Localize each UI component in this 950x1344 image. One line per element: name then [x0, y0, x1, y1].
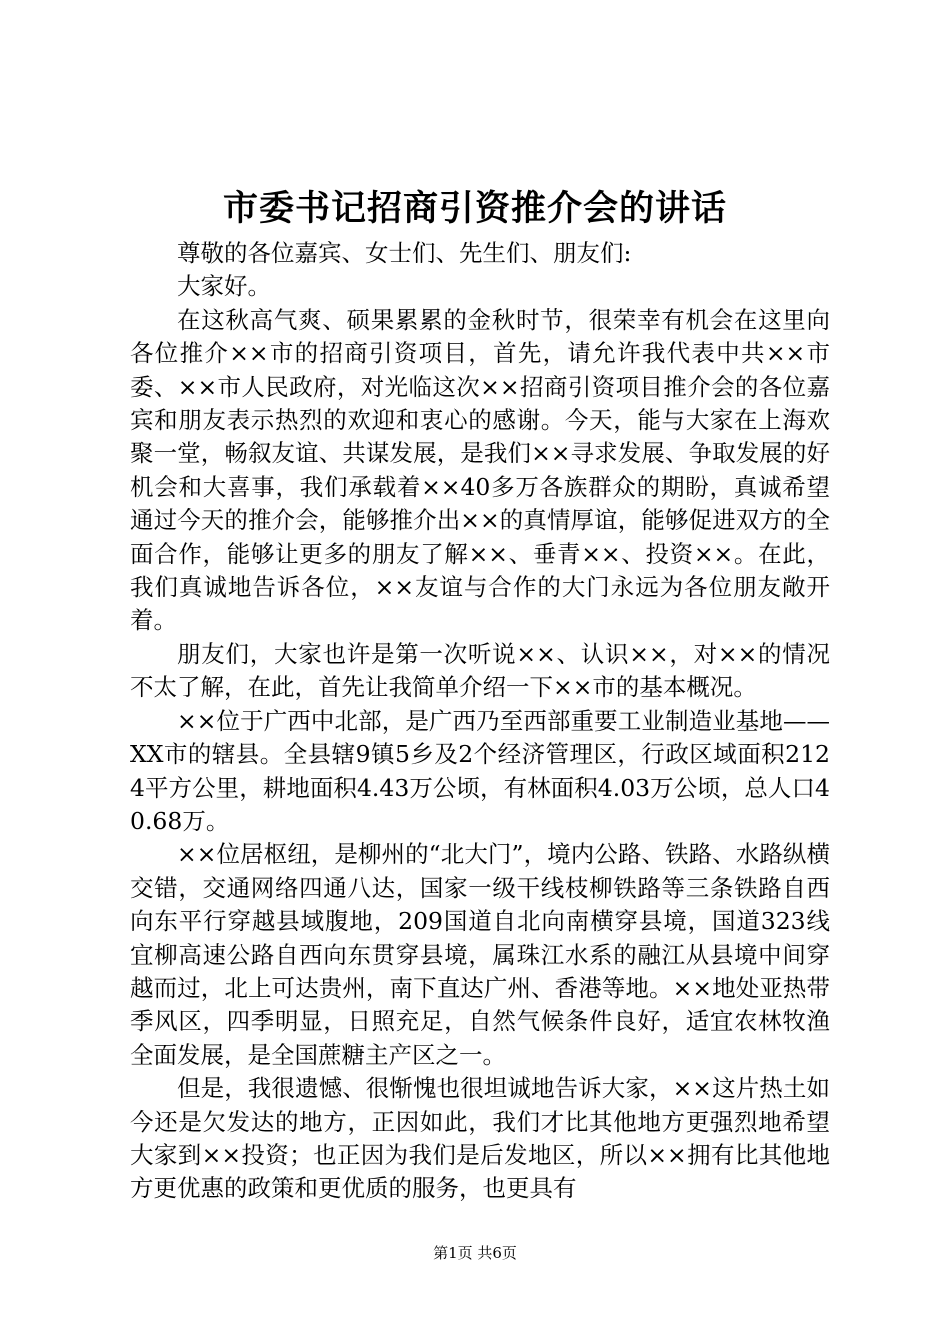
paragraph-transport: ××位居枢纽，是柳州的“北大门”，境内公路、铁路、水路纵横交错，交通网络四通八达，国家一级干线枝柳铁路等三条铁路自西向东平行穿越县域腹地，209国道自北向南横穿县境，国道323线宜柳高速公路自西向东贯穿县境，属珠江水系的融江从县境中间穿越而过，北上可达贵州，南下直达广州、香港等地。××地处亚热带季风区，四季明显，日照充足，自然气候条件良好，适宜农林牧渔全面发展，是全国蔗糖主产区之一。	[130, 840, 830, 1069]
document-title: 市委书记招商引资推介会的讲话	[222, 188, 727, 229]
paragraph-overview: ××位于广西中北部，是广西乃至西部重要工业制造业基地——XX市的辖县。全县辖9镇5乡及2个经济管理区，行政区域面积2124平方公里，耕地面积4.43万公顷，有林面积4.03万公顷，总人口40.68万。	[130, 706, 830, 835]
greeting: 大家好。	[177, 272, 271, 301]
document-body	[130, 237, 830, 1206]
paragraph-investment: 但是，我很遗憾、很惭愧也很坦诚地告诉大家，××这片热土如今还是欠发达的地方，正因如此，我们才比其他地方更强烈地希望大家到××投资；也正因为我们是后发地区，所以××拥有比其他地方更优惠的政策和更优质的服务，也更具有	[130, 1074, 830, 1203]
page-number-footer: 第1页 共6页	[433, 1244, 517, 1262]
paragraph-introduction: 朋友们，大家也许是第一次听说××、认识××，对××的情况不太了解，在此，首先让我简单介绍一下××市的基本概况。	[130, 639, 830, 702]
salutation: 尊敬的各位嘉宾、女士们、先生们、朋友们:	[177, 239, 632, 267]
paragraph-welcome: 在这秋高气爽、硕果累累的金秋时节，很荣幸有机会在这里向各位推介××市的招商引资项目，首先，请允许我代表中共××市委、××市人民政府，对光临这次××招商引资项目推介会的各位嘉宾和朋友表示热烈的欢迎和衷心的感谢。今天，能与大家在上海欢聚一堂，畅叙友谊、共谋发展，是我们××寻求发展、争取发展的好机会和大喜事，我们承载着××40多万各族群众的期盼，真诚希望通过今天的推介会，能够推介出××的真情厚谊，能够促进双方的全面合作，能够让更多的朋友了解××、垂青××、投资××。在此，我们真诚地告诉各位，××友谊与合作的大门永远为各位朋友敞开着。	[130, 305, 830, 635]
